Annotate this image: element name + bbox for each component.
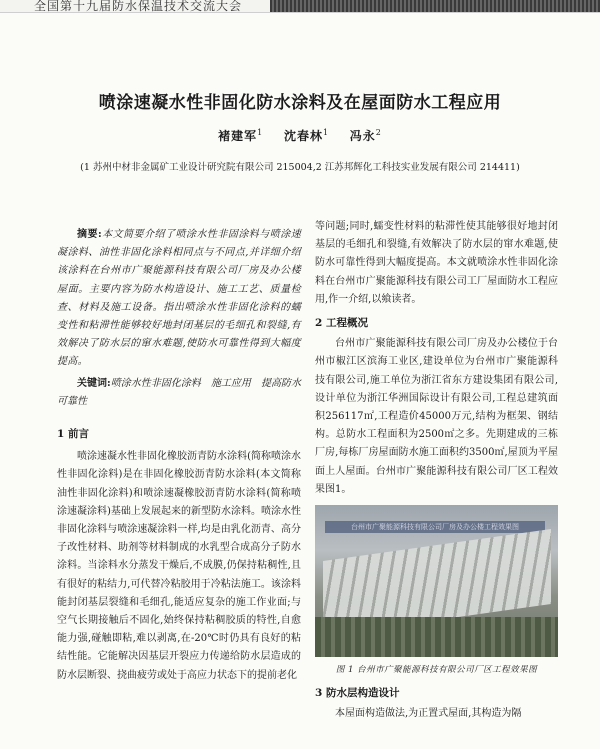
affiliation: (1 苏州中材非金属矿工业设计研究院有限公司 215004,2 江苏邦辉化工科技实业发展有限公司 214411) bbox=[80, 162, 520, 173]
figure-1-photo bbox=[315, 505, 558, 657]
section-3-text: 本屋面构造做法,为正置式屋面,其构造为隔 bbox=[335, 708, 522, 720]
header-text: 全国第十九届防水保温技术交流大会 bbox=[34, 0, 243, 13]
author-name: 沈春林 bbox=[283, 129, 323, 143]
abstract-label: 摘要: bbox=[77, 229, 102, 240]
right-column bbox=[315, 218, 558, 724]
header-decoration bbox=[270, 0, 600, 12]
abstract bbox=[57, 226, 301, 372]
running-header bbox=[0, 0, 600, 13]
author-name: 褚建军 bbox=[218, 129, 258, 143]
section-1-continued: 等问题;同时,蠕变性材料的粘滞性使其能够很好地封闭基层的毛细孔和裂缝,有效解决了防水层的窜水难题,使防水可靠性得到大幅度提高。本文就喷涂水性非固化涂料在台州市广聚能源科技有限公司工厂屋面防水工程应用,作一介绍,以飨读者。 bbox=[315, 221, 558, 305]
section-heading-1: 1 前言 bbox=[57, 428, 89, 441]
figure-trees bbox=[315, 617, 558, 657]
keywords-text: 喷涂水性非固化涂料 施工应用 提高防水可靠性 bbox=[57, 377, 301, 407]
left-column bbox=[57, 226, 301, 685]
section-heading-3: 3 防水层构造设计 bbox=[315, 687, 400, 700]
author-sup: 2 bbox=[375, 128, 382, 137]
keywords bbox=[57, 375, 301, 411]
author-list bbox=[0, 127, 600, 144]
section-2-text: 台州市广聚能源科技有限公司厂房及办公楼位于台州市椒江区滨海工业区,建设单位为台州市广聚能源科技有限公司,施工单位为浙江省东方建设集团有限公司,设计单位为浙江华洲国际设计有限公司,工程总建筑面积256117㎡,工程造价45000万元,结构为框架、钢结构。总防水工程面积为2500㎡之多。先期建成的三栋厂房,每栋厂房屋面防水施工面积约3500㎡,屋顶为平屋面上人屋面。台州市广聚能源科技有限公司厂区工程效果图1。 bbox=[315, 338, 558, 495]
paper-title: 喷涂速凝水性非固化防水涂料及在屋面防水工程应用 bbox=[98, 93, 502, 113]
section-heading-2: 2 工程概况 bbox=[315, 317, 368, 330]
section-1-text: 喷涂速凝水性非固化橡胶沥青防水涂料(简称喷涂水性非固化涂料)是在非固化橡胶沥青防水涂料(本文简称油性非固化涂料)和喷涂速凝橡胶沥青防水涂料(简称喷涂速凝涂料)基础上发展起来的新型防水涂料。喷涂水性非固化涂料与喷涂速凝涂料一样,均是由乳化沥青、高分子改性材料、助剂等材料制成的水乳型合成高分子防水涂料。当涂料水分蒸发干燥后,不成膜,仍保持粘稠性,且有很好的粘结力,可代替冷粘胶用于冷粘法施工。该涂料能封闭基层裂缝和毛细孔,能适应复杂的施工作业面;与空气长期接触后不固化,始终保持粘稠胶质的特性,自愈能力强,碰触即粘,难以剥离,在-20℃时仍具有良好的粘结性能。它能解决因基层开裂应力传递给防水层造成的防水层断裂、挠曲疲劳或处于高应力状态下的提前老化 bbox=[57, 451, 301, 681]
abstract-text: 本文简要介绍了喷涂水性非固涂料与喷涂速凝涂料、油性非固化涂料相同点与不同点,并详细介绍该涂料在台州市广聚能源科技有限公司厂房及办公楼屋面。主要内容为防水构造设计、施工工艺、质量检查、材料及施工设备。指出喷涂水性非固化涂料的蠕变性和粘滞性能够较好地封闭基层的毛细孔和裂缝,有效解决了防水层的窜水难题,使防水可靠性得到大幅度提高。 bbox=[57, 229, 302, 368]
author-sup: 1 bbox=[257, 128, 264, 137]
figure-1-caption: 图 1 台州市广聚能源科技有限公司厂区工程效果图 bbox=[335, 665, 538, 676]
figure-banner-text: 台州市广聚能源科技有限公司厂房及办公楼工程效果图 bbox=[351, 523, 519, 532]
keywords-label: 关键词: bbox=[77, 377, 111, 389]
author-name: 冯永 bbox=[349, 129, 376, 143]
author-sup: 1 bbox=[322, 128, 330, 137]
figure-banner bbox=[325, 521, 545, 533]
